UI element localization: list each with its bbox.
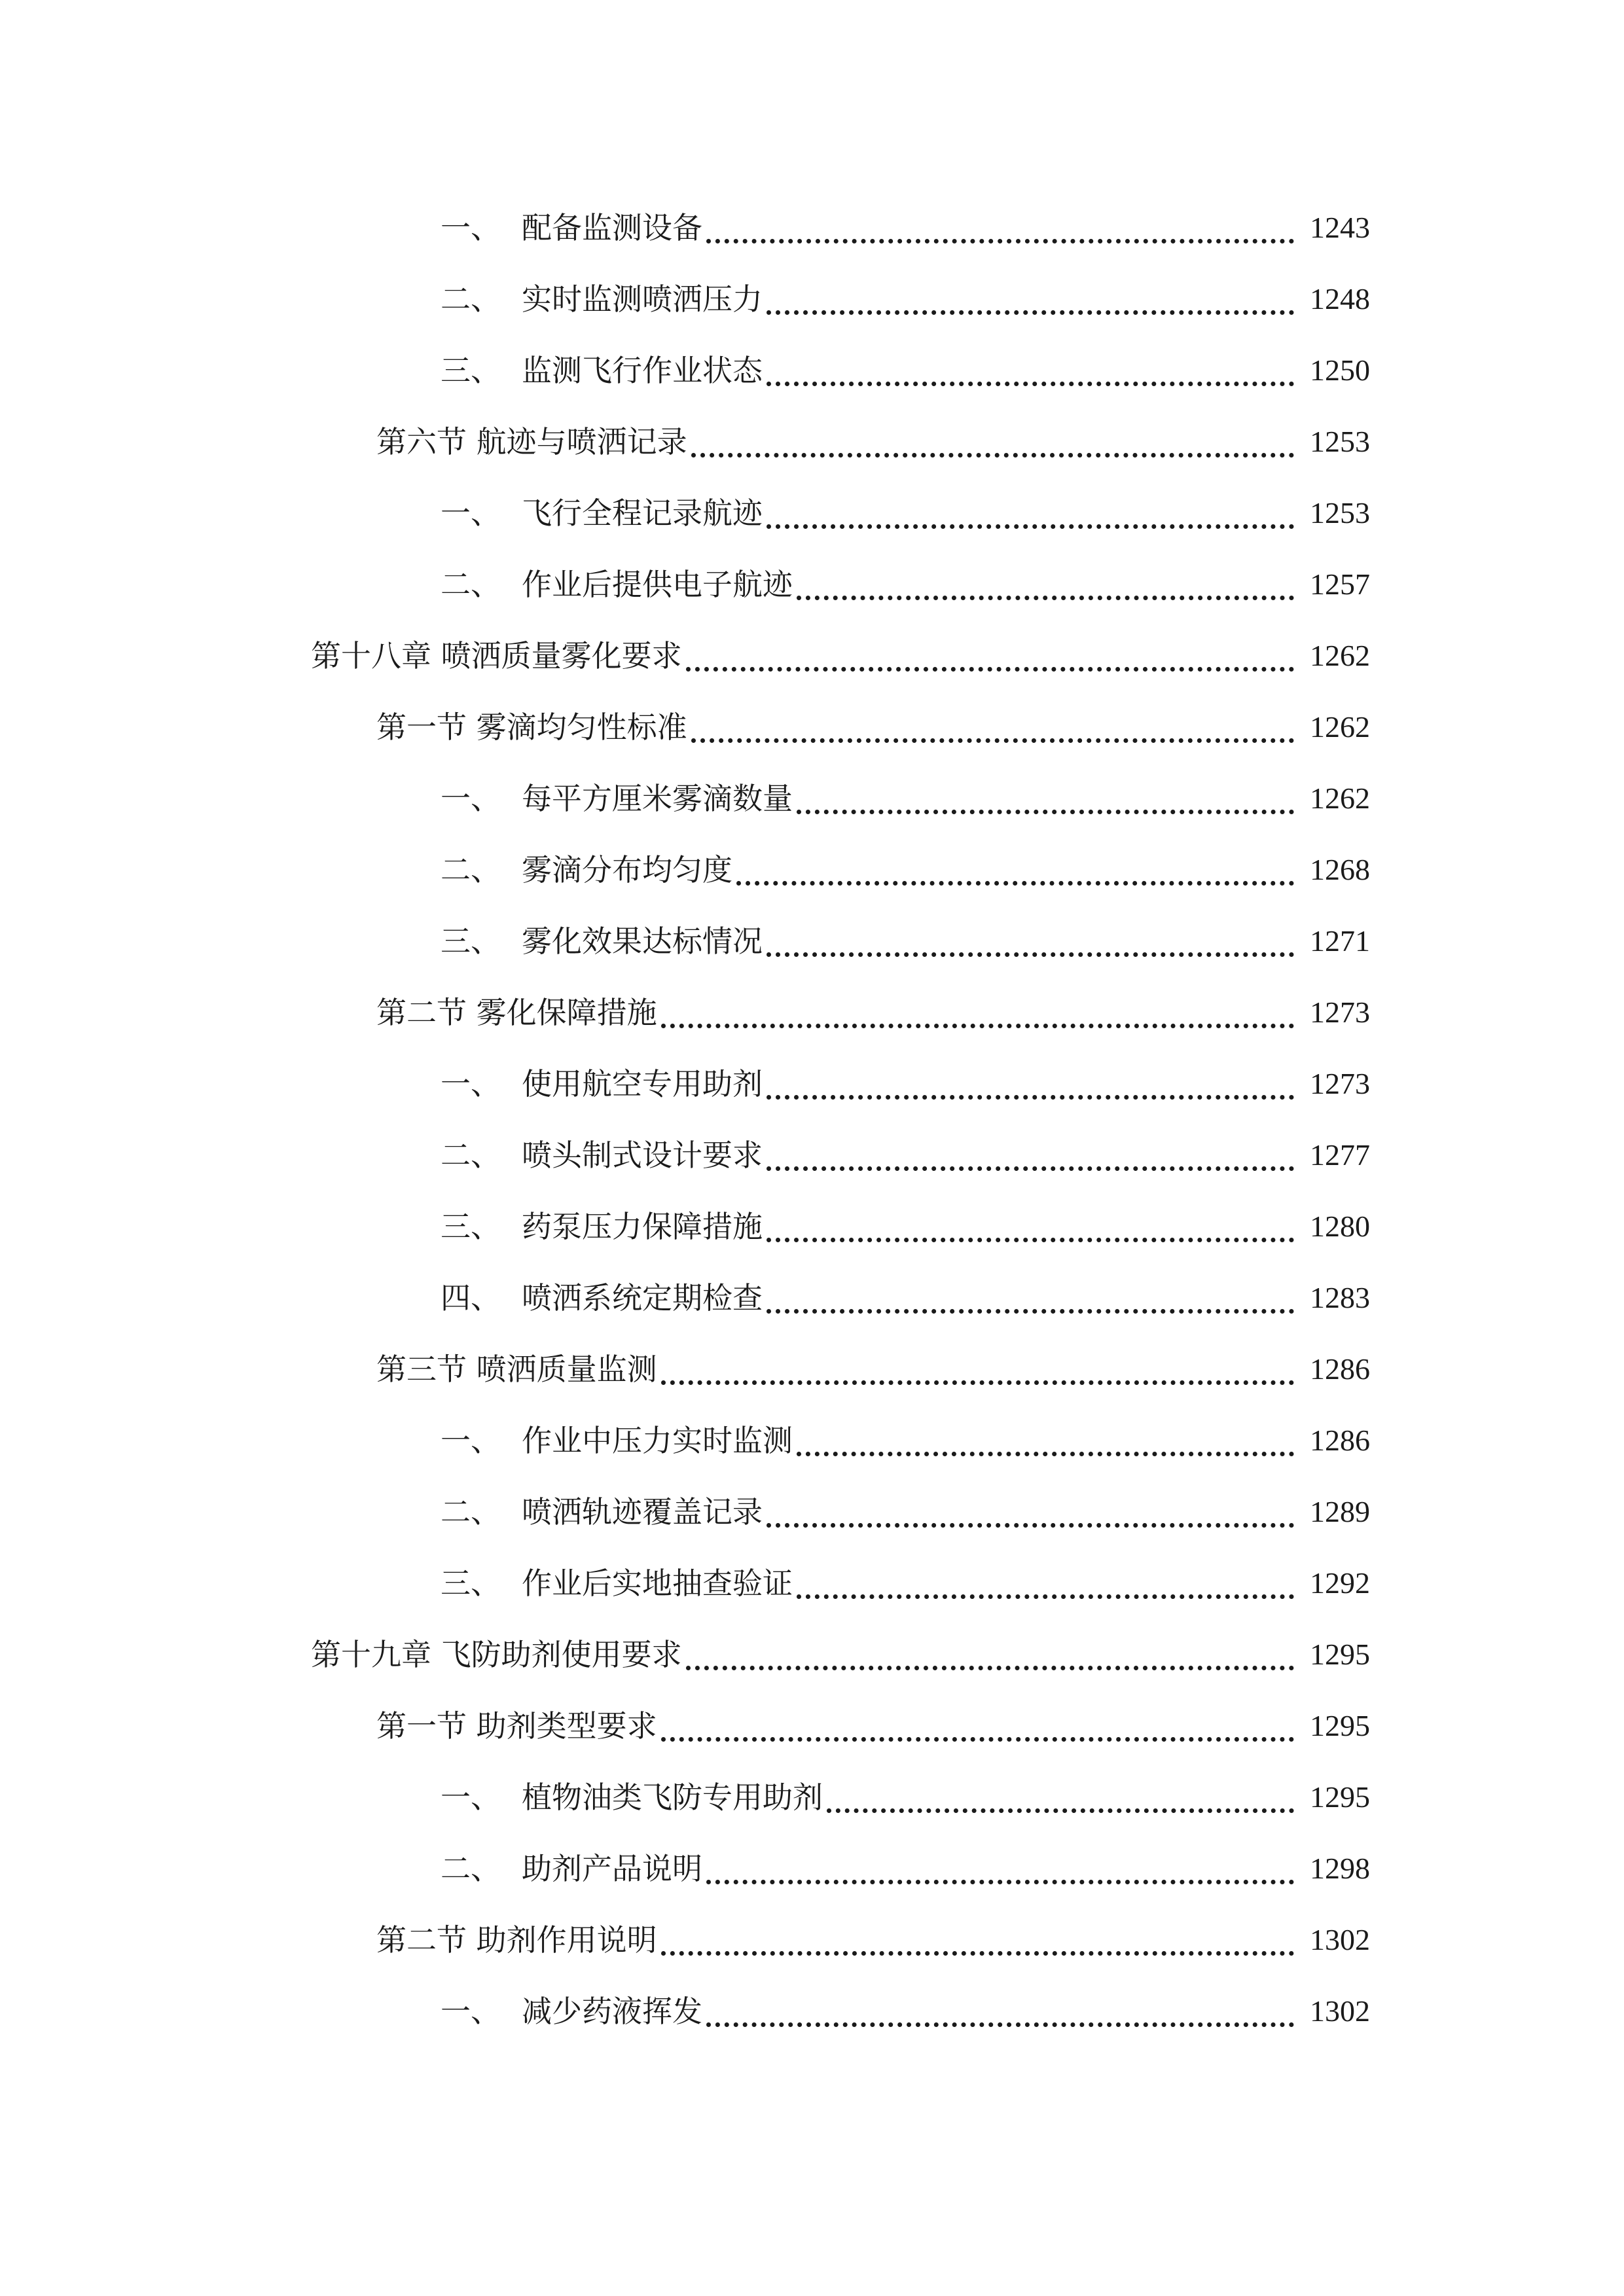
toc-entry-title: 减少药液挥发 [522, 1994, 702, 2029]
toc-entry-title: 喷头制式设计要求 [522, 1138, 763, 1173]
toc-entry-page: 1257 [1310, 567, 1370, 601]
toc-entry[interactable] [441, 1985, 1370, 2037]
toc-entry-title: 第一节 助剂类型要求 [376, 1708, 657, 1744]
dot-leader [797, 558, 1294, 611]
dot-leader [767, 273, 1294, 325]
toc-entry-title: 作业后提供电子航迹 [522, 567, 793, 602]
toc-entry-page: 1295 [1310, 1638, 1370, 1671]
toc-entry-number: 二、 [441, 281, 501, 317]
toc-entry[interactable] [441, 844, 1370, 896]
toc-entry-page: 1286 [1310, 1424, 1370, 1457]
toc-entry-page: 1253 [1310, 496, 1370, 529]
toc-entry-page: 1298 [1310, 1852, 1370, 1885]
toc-section-entry[interactable] [376, 1914, 1370, 1966]
toc-entry-page: 1292 [1310, 1566, 1370, 1600]
toc-entry-title: 植物油类飞防专用助剂 [522, 1780, 823, 1815]
toc-entry-title: 助剂产品说明 [522, 1851, 702, 1886]
toc-entry-page: 1302 [1310, 1923, 1370, 1956]
toc-entry-number: 三、 [441, 353, 501, 388]
toc-entry-number: 四、 [441, 1280, 501, 1316]
toc-entry-page: 1248 [1310, 282, 1370, 315]
toc-entry-number: 二、 [441, 1494, 501, 1530]
toc-entry-number: 三、 [441, 1209, 501, 1244]
toc-entry[interactable] [441, 1272, 1370, 1324]
dot-leader [691, 416, 1294, 468]
toc-section-entry[interactable] [376, 416, 1370, 468]
toc-entry-page: 1250 [1310, 353, 1370, 387]
toc-entry-number: 一、 [441, 495, 501, 531]
toc-entry-title: 药泵压力保障措施 [522, 1209, 763, 1244]
toc-entry-page: 1268 [1310, 853, 1370, 886]
toc-entry-number: 二、 [441, 852, 501, 888]
toc-entry-title: 第三节 喷洒质量监测 [376, 1352, 657, 1387]
toc-section-entry[interactable] [376, 986, 1370, 1039]
toc-entry-page: 1271 [1310, 924, 1370, 958]
dot-leader [767, 1486, 1294, 1538]
toc-entry-title: 雾化效果达标情况 [522, 924, 763, 959]
toc-chapter-entry[interactable] [311, 1628, 1370, 1681]
toc-entry-page: 1273 [1310, 996, 1370, 1029]
toc-entry[interactable] [441, 1200, 1370, 1253]
toc-entry-number: 三、 [441, 924, 501, 959]
toc-entry-number: 一、 [441, 1423, 501, 1458]
toc-entry-page: 1302 [1310, 1994, 1370, 2028]
dot-leader [767, 1200, 1294, 1253]
dot-leader [767, 1272, 1294, 1324]
dot-leader [767, 1129, 1294, 1181]
toc-entry-number: 一、 [441, 1066, 501, 1102]
toc-entry-page: 1289 [1310, 1495, 1370, 1528]
toc-entry[interactable] [441, 344, 1370, 397]
toc-entry[interactable] [441, 1557, 1370, 1609]
toc-entry[interactable] [441, 273, 1370, 325]
dot-leader [661, 986, 1294, 1039]
toc-entry-title: 使用航空专用助剂 [522, 1066, 763, 1102]
toc-entry[interactable] [441, 1414, 1370, 1467]
dot-leader [767, 344, 1294, 397]
toc-entry-number: 一、 [441, 781, 501, 816]
dot-leader [797, 1414, 1294, 1467]
toc-entry-number: 二、 [441, 1138, 501, 1173]
dot-leader [827, 1771, 1294, 1823]
toc-entry-page: 1286 [1310, 1352, 1370, 1386]
dot-leader [706, 1985, 1294, 2037]
toc-entry-page: 1280 [1310, 1210, 1370, 1243]
dot-leader [661, 1700, 1294, 1752]
toc-entry-page: 1283 [1310, 1281, 1370, 1314]
toc-entry-number: 一、 [441, 1780, 501, 1815]
toc-entry[interactable] [441, 1486, 1370, 1538]
toc-entry-page: 1295 [1310, 1709, 1370, 1742]
toc-section-entry[interactable] [376, 1700, 1370, 1752]
toc-entry-title: 实时监测喷洒压力 [522, 281, 763, 317]
dot-leader [767, 915, 1294, 967]
toc-entry[interactable] [441, 915, 1370, 967]
toc-entry-page: 1243 [1310, 211, 1370, 244]
toc-entry-page: 1253 [1310, 425, 1370, 458]
toc-entry-title: 第二节 雾化保障措施 [376, 995, 657, 1030]
toc-entry[interactable] [441, 202, 1370, 254]
toc-entry-title: 第二节 助剂作用说明 [376, 1922, 657, 1958]
toc-entry[interactable] [441, 1129, 1370, 1181]
toc-section-entry[interactable] [376, 701, 1370, 753]
toc-entry-page: 1262 [1310, 781, 1370, 815]
toc-entry-title: 第十八章 喷洒质量雾化要求 [311, 638, 682, 673]
toc-entry-number: 一、 [441, 1994, 501, 2029]
toc-entry-title: 第六节 航迹与喷洒记录 [376, 424, 687, 459]
toc-entry-title: 第十九章 飞防助剂使用要求 [311, 1637, 682, 1672]
dot-leader [706, 1842, 1294, 1895]
toc-entry-page: 1277 [1310, 1138, 1370, 1172]
toc-entry-title: 喷洒轨迹覆盖记录 [522, 1494, 763, 1530]
toc-entry-title: 配备监测设备 [522, 210, 702, 245]
dot-leader [661, 1914, 1294, 1966]
toc-entry-title: 雾滴分布均匀度 [522, 852, 732, 888]
dot-leader [661, 1343, 1294, 1395]
toc-entry-title: 作业后实地抽查验证 [522, 1566, 793, 1601]
toc-entry-title: 飞行全程记录航迹 [522, 495, 763, 531]
toc-entry[interactable] [441, 772, 1370, 825]
toc-entry-number: 一、 [441, 210, 501, 245]
toc-entry-page: 1262 [1310, 710, 1370, 744]
dot-leader [736, 844, 1294, 896]
toc-entry-title: 作业中压力实时监测 [522, 1423, 793, 1458]
toc-entry-title: 喷洒系统定期检查 [522, 1280, 763, 1316]
toc-entry-page: 1295 [1310, 1780, 1370, 1814]
toc-section-entry[interactable] [376, 1343, 1370, 1395]
dot-leader [797, 772, 1294, 825]
dot-leader [686, 630, 1294, 682]
toc-entry-title: 第一节 雾滴均匀性标准 [376, 709, 687, 745]
toc-entry-page: 1262 [1310, 639, 1370, 672]
toc-entry[interactable] [441, 1058, 1370, 1110]
toc-entry-number: 二、 [441, 1851, 501, 1886]
dot-leader [767, 487, 1294, 539]
dot-leader [691, 701, 1294, 753]
toc-entry[interactable] [441, 487, 1370, 539]
dot-leader [767, 1058, 1294, 1110]
toc-entry-number: 三、 [441, 1566, 501, 1601]
toc-entry-title: 每平方厘米雾滴数量 [522, 781, 793, 816]
toc-entry-title: 监测飞行作业状态 [522, 353, 763, 388]
toc-entry[interactable] [441, 1842, 1370, 1895]
dot-leader [706, 202, 1294, 254]
dot-leader [797, 1557, 1294, 1609]
dot-leader [686, 1628, 1294, 1681]
toc-chapter-entry[interactable] [311, 630, 1370, 682]
toc-entry[interactable] [441, 558, 1370, 611]
toc-entry-number: 二、 [441, 567, 501, 602]
toc-entry-page: 1273 [1310, 1067, 1370, 1100]
toc-entry[interactable] [441, 1771, 1370, 1823]
